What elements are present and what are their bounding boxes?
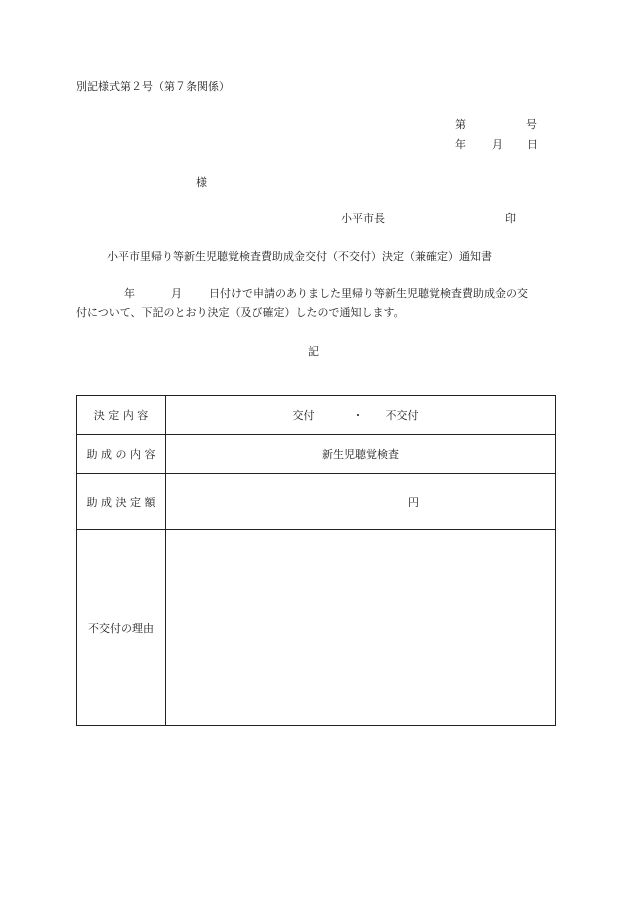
doc-number-suffix: 号 bbox=[526, 118, 537, 131]
doc-number-prefix: 第 bbox=[455, 118, 466, 131]
body-month-label: 月 bbox=[171, 287, 182, 300]
option-deny: 不交付 bbox=[385, 408, 419, 422]
subsidy-content-value: 新生児聴覚検査 bbox=[166, 435, 556, 474]
seal-mark: 印 bbox=[505, 212, 516, 225]
table-row-denial-reason bbox=[77, 530, 556, 726]
decision-value bbox=[166, 396, 556, 435]
decision-label: 決 定 内 容 bbox=[77, 396, 166, 435]
yen-unit: 円 bbox=[408, 496, 419, 509]
denial-reason-label: 不交付の理由 bbox=[77, 530, 166, 726]
form-number: 別記様式第２号（第７条関係） bbox=[76, 80, 230, 93]
document-title: 小平市里帰り等新生児聴覚検査費助成金交付（不交付）決定（兼確定）通知書 bbox=[107, 250, 492, 263]
date-month-label: 月 bbox=[492, 138, 503, 151]
body-line-2-text: 付について、下記のとおり決定（及び確定）したので通知します。 bbox=[76, 306, 405, 319]
body-year-label: 年 bbox=[124, 287, 135, 300]
table-row-subsidy-content bbox=[77, 435, 556, 474]
subsidy-amount-label: 助 成 決 定 額 bbox=[77, 474, 166, 530]
addressee-honorific: 様 bbox=[196, 176, 207, 189]
denial-reason-value bbox=[166, 530, 556, 726]
body-line-1-text: 日付けで申請のありました里帰り等新生児聴覚検査費助成金の交 bbox=[209, 287, 528, 300]
issuer-name: 小平市長 bbox=[341, 212, 385, 225]
decision-options bbox=[291, 407, 431, 421]
date-year-label: 年 bbox=[455, 138, 466, 151]
option-separator: ・ bbox=[352, 408, 364, 422]
ki-heading: 記 bbox=[308, 345, 319, 358]
subsidy-content-label: 助 成 の 内 容 bbox=[77, 435, 166, 474]
date-day-label: 日 bbox=[527, 138, 538, 151]
detail-table bbox=[76, 395, 556, 726]
table-row-subsidy-amount bbox=[77, 474, 556, 530]
option-grant: 交付 bbox=[292, 408, 315, 422]
subsidy-amount-value bbox=[166, 474, 556, 530]
table-row-decision bbox=[77, 396, 556, 435]
